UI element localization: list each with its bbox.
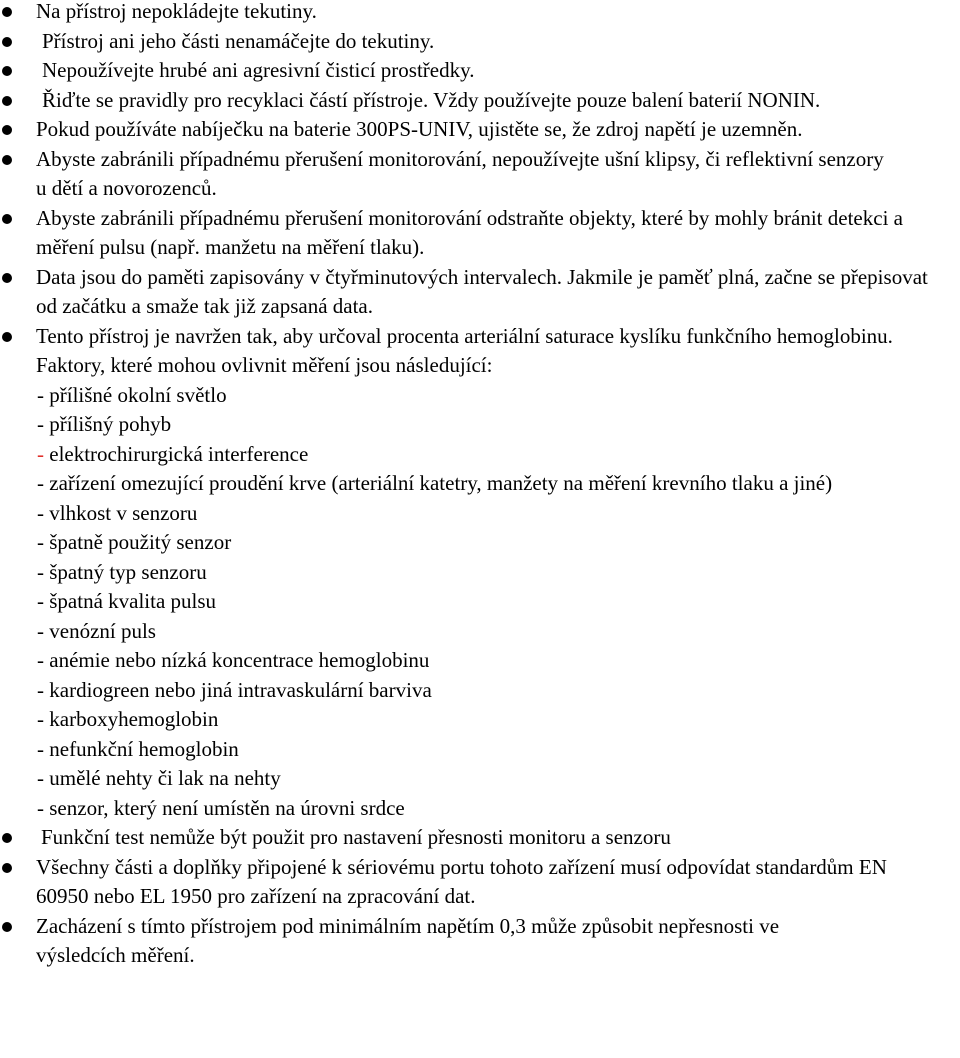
dash-marker: - bbox=[37, 471, 44, 495]
dash-marker: - bbox=[37, 382, 44, 407]
list-item bbox=[0, 204, 960, 263]
bullet-icon bbox=[2, 833, 12, 843]
list-item-text: Funkční test nemůže být použit pro nastavení přesnosti monitoru a senzoru bbox=[41, 825, 671, 849]
bullet-icon bbox=[2, 7, 12, 17]
factor-item bbox=[0, 705, 960, 735]
list-item-text: Pokud používáte nabíječku na baterie 300PS-UNIV, ujistěte se, že zdroj napětí je uzemněn. bbox=[36, 117, 803, 141]
dash-marker: - bbox=[37, 559, 44, 584]
list-item-text: Data jsou do paměti zapisovány v čtyřminutových intervalech. Jakmile je paměť plná, začne se přepisovat od začátku a smaže tak již zapsaná data. bbox=[36, 264, 928, 318]
dash-marker: - bbox=[37, 766, 44, 790]
factor-text: anémie nebo nízká koncentrace hemoglobinu bbox=[49, 648, 430, 672]
factor-text: zařízení omezující proudění krve (arteriální katetry, manžety na měření krevního tlaku a jiné) bbox=[49, 471, 833, 495]
factor-text: elektrochirurgická interference bbox=[49, 441, 309, 466]
dash-marker: - bbox=[37, 530, 44, 554]
factor-item bbox=[0, 646, 960, 676]
bullet-icon bbox=[2, 96, 12, 106]
bullet-icon bbox=[2, 214, 12, 224]
factor-item bbox=[0, 764, 960, 794]
dash-marker: - bbox=[37, 412, 44, 436]
factor-text: špatná kvalita pulsu bbox=[49, 589, 217, 613]
factor-text: umělé nehty či lak na nehty bbox=[49, 766, 281, 790]
list-item bbox=[0, 263, 960, 322]
warnings-list bbox=[0, 0, 960, 381]
dash-marker: - bbox=[37, 707, 44, 731]
factor-text: špatný typ senzoru bbox=[49, 559, 207, 584]
factor-item bbox=[0, 528, 960, 558]
list-item bbox=[0, 115, 960, 145]
list-item bbox=[0, 853, 960, 912]
factor-text: senzor, který není umístěn na úrovni srdce bbox=[49, 795, 405, 820]
list-item bbox=[0, 145, 960, 204]
factor-item bbox=[0, 381, 960, 411]
list-item-text: Řiďte se pravidly pro recyklaci částí přístroje. Vždy používejte pouze balení baterií NONIN. bbox=[42, 87, 821, 112]
list-item bbox=[0, 912, 960, 971]
factor-item bbox=[0, 499, 960, 529]
factor-text: venózní puls bbox=[49, 618, 156, 643]
list-item bbox=[0, 86, 960, 116]
list-item-text: Nepoužívejte hrubé ani agresivní čisticí prostředky. bbox=[42, 58, 475, 82]
list-item bbox=[0, 823, 960, 853]
bullet-icon bbox=[2, 66, 12, 76]
list-item-text: Na přístroj nepokládejte tekutiny. bbox=[36, 0, 317, 23]
factors-list bbox=[0, 381, 960, 824]
bullet-icon bbox=[2, 332, 12, 342]
bullet-icon bbox=[2, 273, 12, 283]
bullet-icon bbox=[2, 155, 12, 165]
factor-item bbox=[0, 469, 937, 499]
dash-marker: - bbox=[37, 441, 44, 466]
factor-item bbox=[0, 558, 960, 588]
factor-text: kardiogreen nebo jiná intravaskulární barviva bbox=[49, 677, 432, 702]
dash-marker: - bbox=[37, 618, 44, 643]
list-item bbox=[0, 27, 960, 57]
list-item-text: Zacházení s tímto přístrojem pod minimálním napětím 0,3 může způsobit nepřesnosti ve výsledcích měření. bbox=[36, 913, 780, 967]
list-item bbox=[0, 0, 960, 27]
factor-text: špatně použitý senzor bbox=[49, 530, 232, 554]
list-item-text: Abyste zabránili případnému přerušení monitorování odstraňte objekty, které by mohly bránit detekci a měření pulsu (např. manžetu na měření tlaku). bbox=[36, 205, 903, 259]
list-item-text: Přístroj ani jeho části nenamáčejte do tekutiny. bbox=[42, 28, 435, 53]
bullet-icon bbox=[2, 37, 12, 47]
bullet-icon bbox=[2, 863, 12, 873]
list-item-text: Tento přístroj je navržen tak, aby určoval procenta arteriální saturace kyslíku funkčního hemoglobinu. Faktory, které mohou ovlivnit měření jsou následující: bbox=[36, 323, 893, 377]
factor-text: nefunkční hemoglobin bbox=[49, 736, 239, 761]
list-item-text: Všechny části a doplňky připojené k sériovému portu tohoto zařízení musí odpovídat standardům EN 60950 nebo EL 1950 pro zařízení na zpracování dat. bbox=[36, 854, 887, 908]
factor-item bbox=[0, 617, 960, 647]
list-item-text: Abyste zabránili případnému přerušení monitorování, nepoužívejte ušní klipsy, či reflektivní senzory u dětí a novorozenců. bbox=[36, 146, 884, 200]
dash-marker: - bbox=[37, 589, 44, 613]
factor-item bbox=[0, 735, 960, 765]
dash-marker: - bbox=[37, 500, 44, 525]
bullet-icon bbox=[2, 125, 12, 135]
factor-text: vlhkost v senzoru bbox=[49, 500, 198, 525]
factor-text: přílišný pohyb bbox=[49, 412, 172, 436]
dash-marker: - bbox=[37, 648, 44, 672]
factor-item bbox=[0, 794, 960, 824]
list-item bbox=[0, 322, 960, 381]
factor-item bbox=[0, 676, 960, 706]
dash-marker: - bbox=[37, 795, 44, 820]
factor-text: přílišné okolní světlo bbox=[49, 382, 227, 407]
factor-item bbox=[0, 440, 960, 470]
list-item bbox=[0, 56, 960, 86]
factor-item bbox=[0, 587, 960, 617]
factor-text: karboxyhemoglobin bbox=[49, 707, 219, 731]
factor-item bbox=[0, 410, 960, 440]
dash-marker: - bbox=[37, 677, 44, 702]
dash-marker: - bbox=[37, 736, 44, 761]
notes-list bbox=[0, 823, 960, 971]
bullet-icon bbox=[2, 922, 12, 932]
